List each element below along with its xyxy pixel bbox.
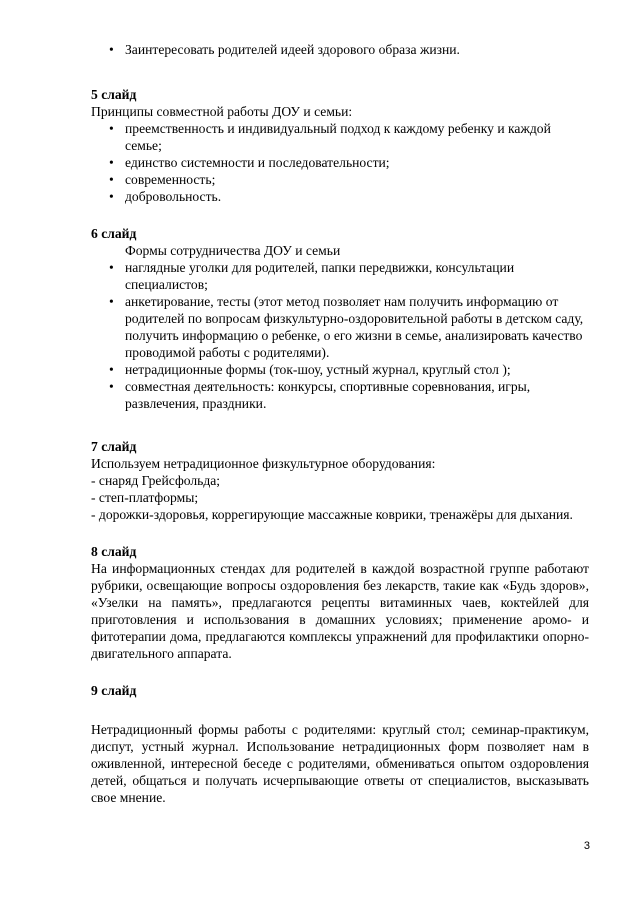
- bullet-item: • наглядные уголки для родителей, папки передвижки, консультации специалистов;: [91, 259, 589, 293]
- slide-9-text: Нетрадиционный формы работы с родителями: круглый стол; семинар-практикум, диспут, устный журнал. Использование нетрадиционных форм позволяет нам в оживленной, интересной беседе с родителями, обмениваться опытом оздоровления детей, общаться и получать исчерпывающие ответы от специалистов, высказывать свое мнение.: [91, 722, 589, 805]
- slide-5-title: 5 слайд: [91, 87, 137, 102]
- bullet-item: • преемственность и индивидуальный подход к каждому ребенку и каждой семье;: [91, 120, 589, 154]
- bullet-item: • единство системности и последовательности;: [91, 154, 589, 171]
- bullet-item: • анкетирование, тесты (этот метод позволяет нам получить информацию от родителей по вопросам физкультурно-оздоровительной работы в детском саду, получить информацию о ребенке, о его жизни в семье, анализировать качество проводимой работы с родителями).: [91, 293, 589, 361]
- slide-7-line: - снаряд Грейсфольда;: [91, 473, 221, 488]
- bullet-item: • Заинтересовать родителей идеей здорового образа жизни.: [91, 41, 589, 58]
- slide-6-title: 6 слайд: [91, 226, 137, 241]
- slide-9-section: [91, 682, 589, 806]
- slide-6-section: [91, 225, 589, 412]
- slide-7-section: [91, 438, 589, 523]
- slide-7-line: - степ-платформы;: [91, 490, 199, 505]
- slide-8-text: На информационных стендах для родителей в каждой возрастной группе работают рубрики, освещающие вопросы оздоровления без лекарств, такие как «Будь здоров», «Узелки на память», предлагаются рецепты витаминных чаев, коктейлей для приготовления и использования в домашних условиях; применение аромо- и фитотерапии дома, предлагаются комплексы упражнений для профилактики опорно-двигательного аппарата.: [91, 561, 589, 661]
- slide-9-title: 9 слайд: [91, 683, 137, 698]
- slide-5-list: [91, 120, 589, 205]
- bullet-item: • добровольность.: [91, 188, 589, 205]
- page-content: [91, 41, 589, 806]
- slide-7-line: Используем нетрадиционное физкультурное оборудования:: [91, 456, 436, 471]
- slide-5-intro: Принципы совместной работы ДОУ и семьи:: [91, 104, 353, 119]
- slide-8-section: [91, 543, 589, 662]
- top-bullet-list: [91, 41, 589, 58]
- slide-7-title: 7 слайд: [91, 439, 137, 454]
- slide-8-title: 8 слайд: [91, 544, 137, 559]
- bullet-item: • нетрадиционные формы (ток-шоу, устный журнал, круглый стол );: [91, 361, 589, 378]
- slide-6-intro: Формы сотрудничества ДОУ и семьи: [125, 243, 341, 258]
- bullet-item: • современность;: [91, 171, 589, 188]
- slide-5-section: [91, 86, 589, 205]
- bullet-item: • совместная деятельность: конкурсы, спортивные соревнования, игры, развлечения, праздники.: [91, 378, 589, 412]
- page-number: 3: [583, 840, 590, 852]
- slide-6-list: [91, 259, 589, 412]
- slide-7-line: - дорожки-здоровья, коррегирующие массажные коврики, тренажёры для дыхания.: [91, 507, 573, 522]
